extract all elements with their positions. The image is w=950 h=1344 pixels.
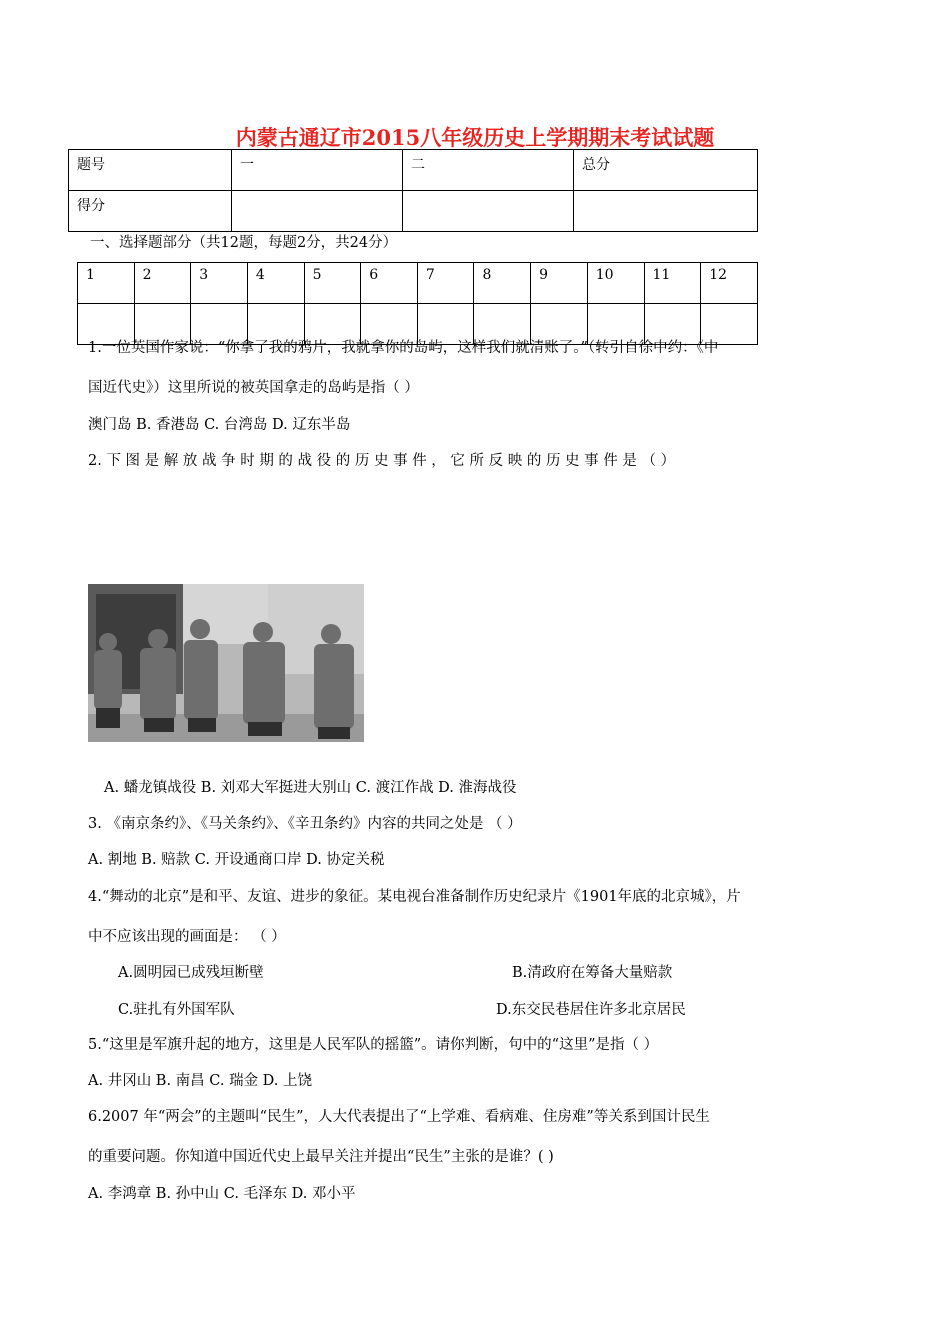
table-row (78, 263, 758, 304)
table-cell: 一 (232, 150, 403, 191)
table-cell: 5 (304, 263, 361, 304)
table-cell: 8 (474, 263, 531, 304)
table-cell: 2 (134, 263, 191, 304)
question-4-option-b: B.清政府在筹备大量赔款 (512, 965, 673, 981)
question-6-line2: 的重要问题。你知道中国近代史上最早关注并提出“民生”主张的是谁？( ) (88, 1149, 554, 1165)
question-2-stem: 2. 下 图 是 解 放 战 争 时 期 的 战 役 的 历 史 事 件 ， 它 所 反 映 的 历 史 事 件 是 （ ） (88, 453, 676, 469)
table-cell: 二 (403, 150, 574, 191)
table-cell (574, 191, 758, 232)
page-title: 内蒙古通辽市2015八年级历史上学期期末考试试题 (235, 125, 715, 150)
score-table (68, 149, 758, 232)
table-cell: 得分 (69, 191, 232, 232)
question-3-options: A. 割地 B. 赔款 C. 开设通商口岸 D. 协定关税 (88, 852, 385, 868)
table-row (69, 191, 758, 232)
table-cell: 7 (417, 263, 474, 304)
table-row (69, 150, 758, 191)
question-4-option-d: D.东交民巷居住许多北京居民 (496, 1002, 686, 1018)
question-4-line1: 4.“舞动的北京”是和平、友谊、进步的象征。某电视台准备制作历史纪录片《1901年底的北京城》，片 (88, 889, 741, 905)
question-5-stem: 5.“这里是军旗升起的地方，这里是人民军队的摇篮”。请你判断，句中的“这里”是指（ ） (88, 1037, 659, 1053)
question-1-line2: 国近代史》）这里所说的被英国拿走的岛屿是指（ ） (88, 380, 419, 396)
table-cell: 1 (78, 263, 135, 304)
table-cell: 3 (191, 263, 248, 304)
table-cell: 题号 (69, 150, 232, 191)
table-cell: 11 (644, 263, 701, 304)
table-cell: 12 (701, 263, 758, 304)
table-cell (403, 191, 574, 232)
section-heading: 一、选择题部分（共12题，每题2分，共24分） (90, 235, 398, 251)
table-cell (232, 191, 403, 232)
question-1-options: 澳门岛 B. 香港岛 C. 台湾岛 D. 辽东半岛 (88, 417, 351, 433)
question-4-line2: 中不应该出现的画面是： （ ） (88, 929, 286, 945)
question-6-line1: 6.2007 年“两会”的主题叫“民生”，人大代表提出了“上学难、看病难、住房难”等关系到国计民生 (88, 1109, 710, 1125)
table-cell: 4 (247, 263, 304, 304)
table-cell: 总分 (574, 150, 758, 191)
table-cell: 10 (587, 263, 644, 304)
question-4-option-a: A.圆明园已成残垣断壁 (118, 965, 264, 981)
question-1-line1: 1.一位英国作家说：“你拿了我的鸦片，我就拿你的岛屿，这样我们就清账了。”（转引自徐中约：《中 (88, 340, 719, 356)
question-6-options: A. 李鸿章 B. 孙中山 C. 毛泽东 D. 邓小平 (88, 1186, 356, 1202)
question-4-option-c: C.驻扎有外国军队 (118, 1002, 235, 1018)
historical-photo (88, 584, 364, 742)
question-2-options: A. 蟠龙镇战役 B. 刘邓大军挺进大别山 C. 渡江作战 D. 淮海战役 (104, 780, 517, 796)
table-cell: 9 (531, 263, 588, 304)
question-5-options: A. 井冈山 B. 南昌 C. 瑞金 D. 上饶 (88, 1073, 313, 1089)
answer-table (77, 262, 758, 345)
question-3-stem: 3. 《南京条约》、《马关条约》、《辛丑条约》内容的共同之处是 （ ） (88, 816, 522, 832)
table-cell: 6 (361, 263, 418, 304)
